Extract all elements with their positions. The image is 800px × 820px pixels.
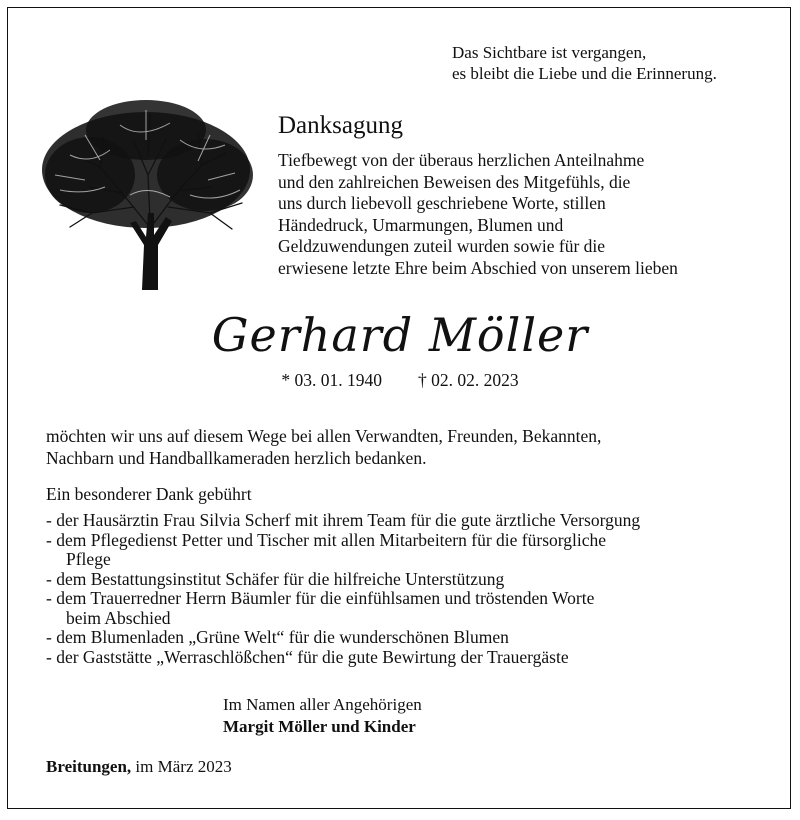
death-date: † 02. 02. 2023 (418, 370, 519, 390)
body-line: möchten wir uns auf diesem Wege bei allen Verwandten, Freunden, Bekannten, (46, 426, 602, 446)
list-item (46, 570, 776, 590)
motto-line-1: Das Sichtbare ist vergangen, (452, 43, 647, 62)
intro-line: Händedruck, Umarmungen, Blumen und (278, 214, 564, 235)
place-date-text: im März 2023 (135, 757, 232, 776)
motto (452, 42, 717, 84)
list-item (46, 628, 776, 648)
place-date (46, 757, 232, 777)
thanks-line: - der Gaststätte „Werraschlößchen“ für die gute Bewirtung der Trauergäste (46, 646, 569, 667)
place-town: Breitungen, (46, 757, 132, 776)
thanks-line: - der Hausärztin Frau Silvia Scherf mit ihrem Team für die gute ärztliche Versorgung (46, 510, 641, 530)
tree-icon (30, 95, 262, 290)
thanks-line: - dem Blumenladen „Grüne Welt“ für die wunderschönen Blumen (46, 627, 509, 647)
list-item (46, 589, 776, 628)
intro-line: Tiefbewegt von der überaus herzlichen Anteilnahme (278, 150, 645, 170)
list-item (46, 511, 776, 531)
thanks-line: - dem Bestattungsinstitut Schäfer für die hilfreiche Unterstützung (46, 568, 505, 589)
body-line: Nachbarn und Handballkameraden herzlich bedanken. (46, 447, 427, 468)
intro-text (278, 150, 758, 279)
deceased-name: Gerhard Möller (211, 308, 589, 362)
thanks-continuation: Pflege (66, 549, 111, 569)
intro-line: und den zahlreichen Beweisen des Mitgefühls, die (278, 171, 631, 192)
birth-date: * 03. 01. 1940 (281, 370, 382, 390)
thanks-list (46, 511, 776, 667)
signoff-line: Im Namen aller Angehörigen (223, 695, 422, 714)
intro-line: erwiesene letzte Ehre beim Abschied von unserem lieben (278, 257, 678, 278)
intro-line: uns durch liebevoll geschriebene Worte, stillen (278, 193, 606, 213)
signoff (223, 694, 422, 738)
motto-line-2: es bleibt die Liebe und die Erinnerung. (452, 64, 717, 83)
life-dates (0, 370, 800, 391)
special-thanks-intro: Ein besonderer Dank gebührt (46, 484, 252, 504)
thanks-continuation: beim Abschied (66, 607, 171, 628)
intro-line: Geldzuwendungen zuteil wurden sowie für die (278, 236, 606, 256)
thanks-line: - dem Trauerredner Herrn Bäumler für die einfühlsamen und tröstenden Worte (46, 588, 595, 608)
list-item (46, 648, 776, 668)
signoff-names: Margit Möller und Kinder (223, 717, 416, 736)
list-item (46, 531, 776, 570)
body-text (46, 426, 766, 469)
heading: Danksagung (278, 112, 403, 139)
thanks-line: - dem Pflegedienst Petter und Tischer mit allen Mitarbeitern für die fürsorgliche (46, 529, 607, 550)
